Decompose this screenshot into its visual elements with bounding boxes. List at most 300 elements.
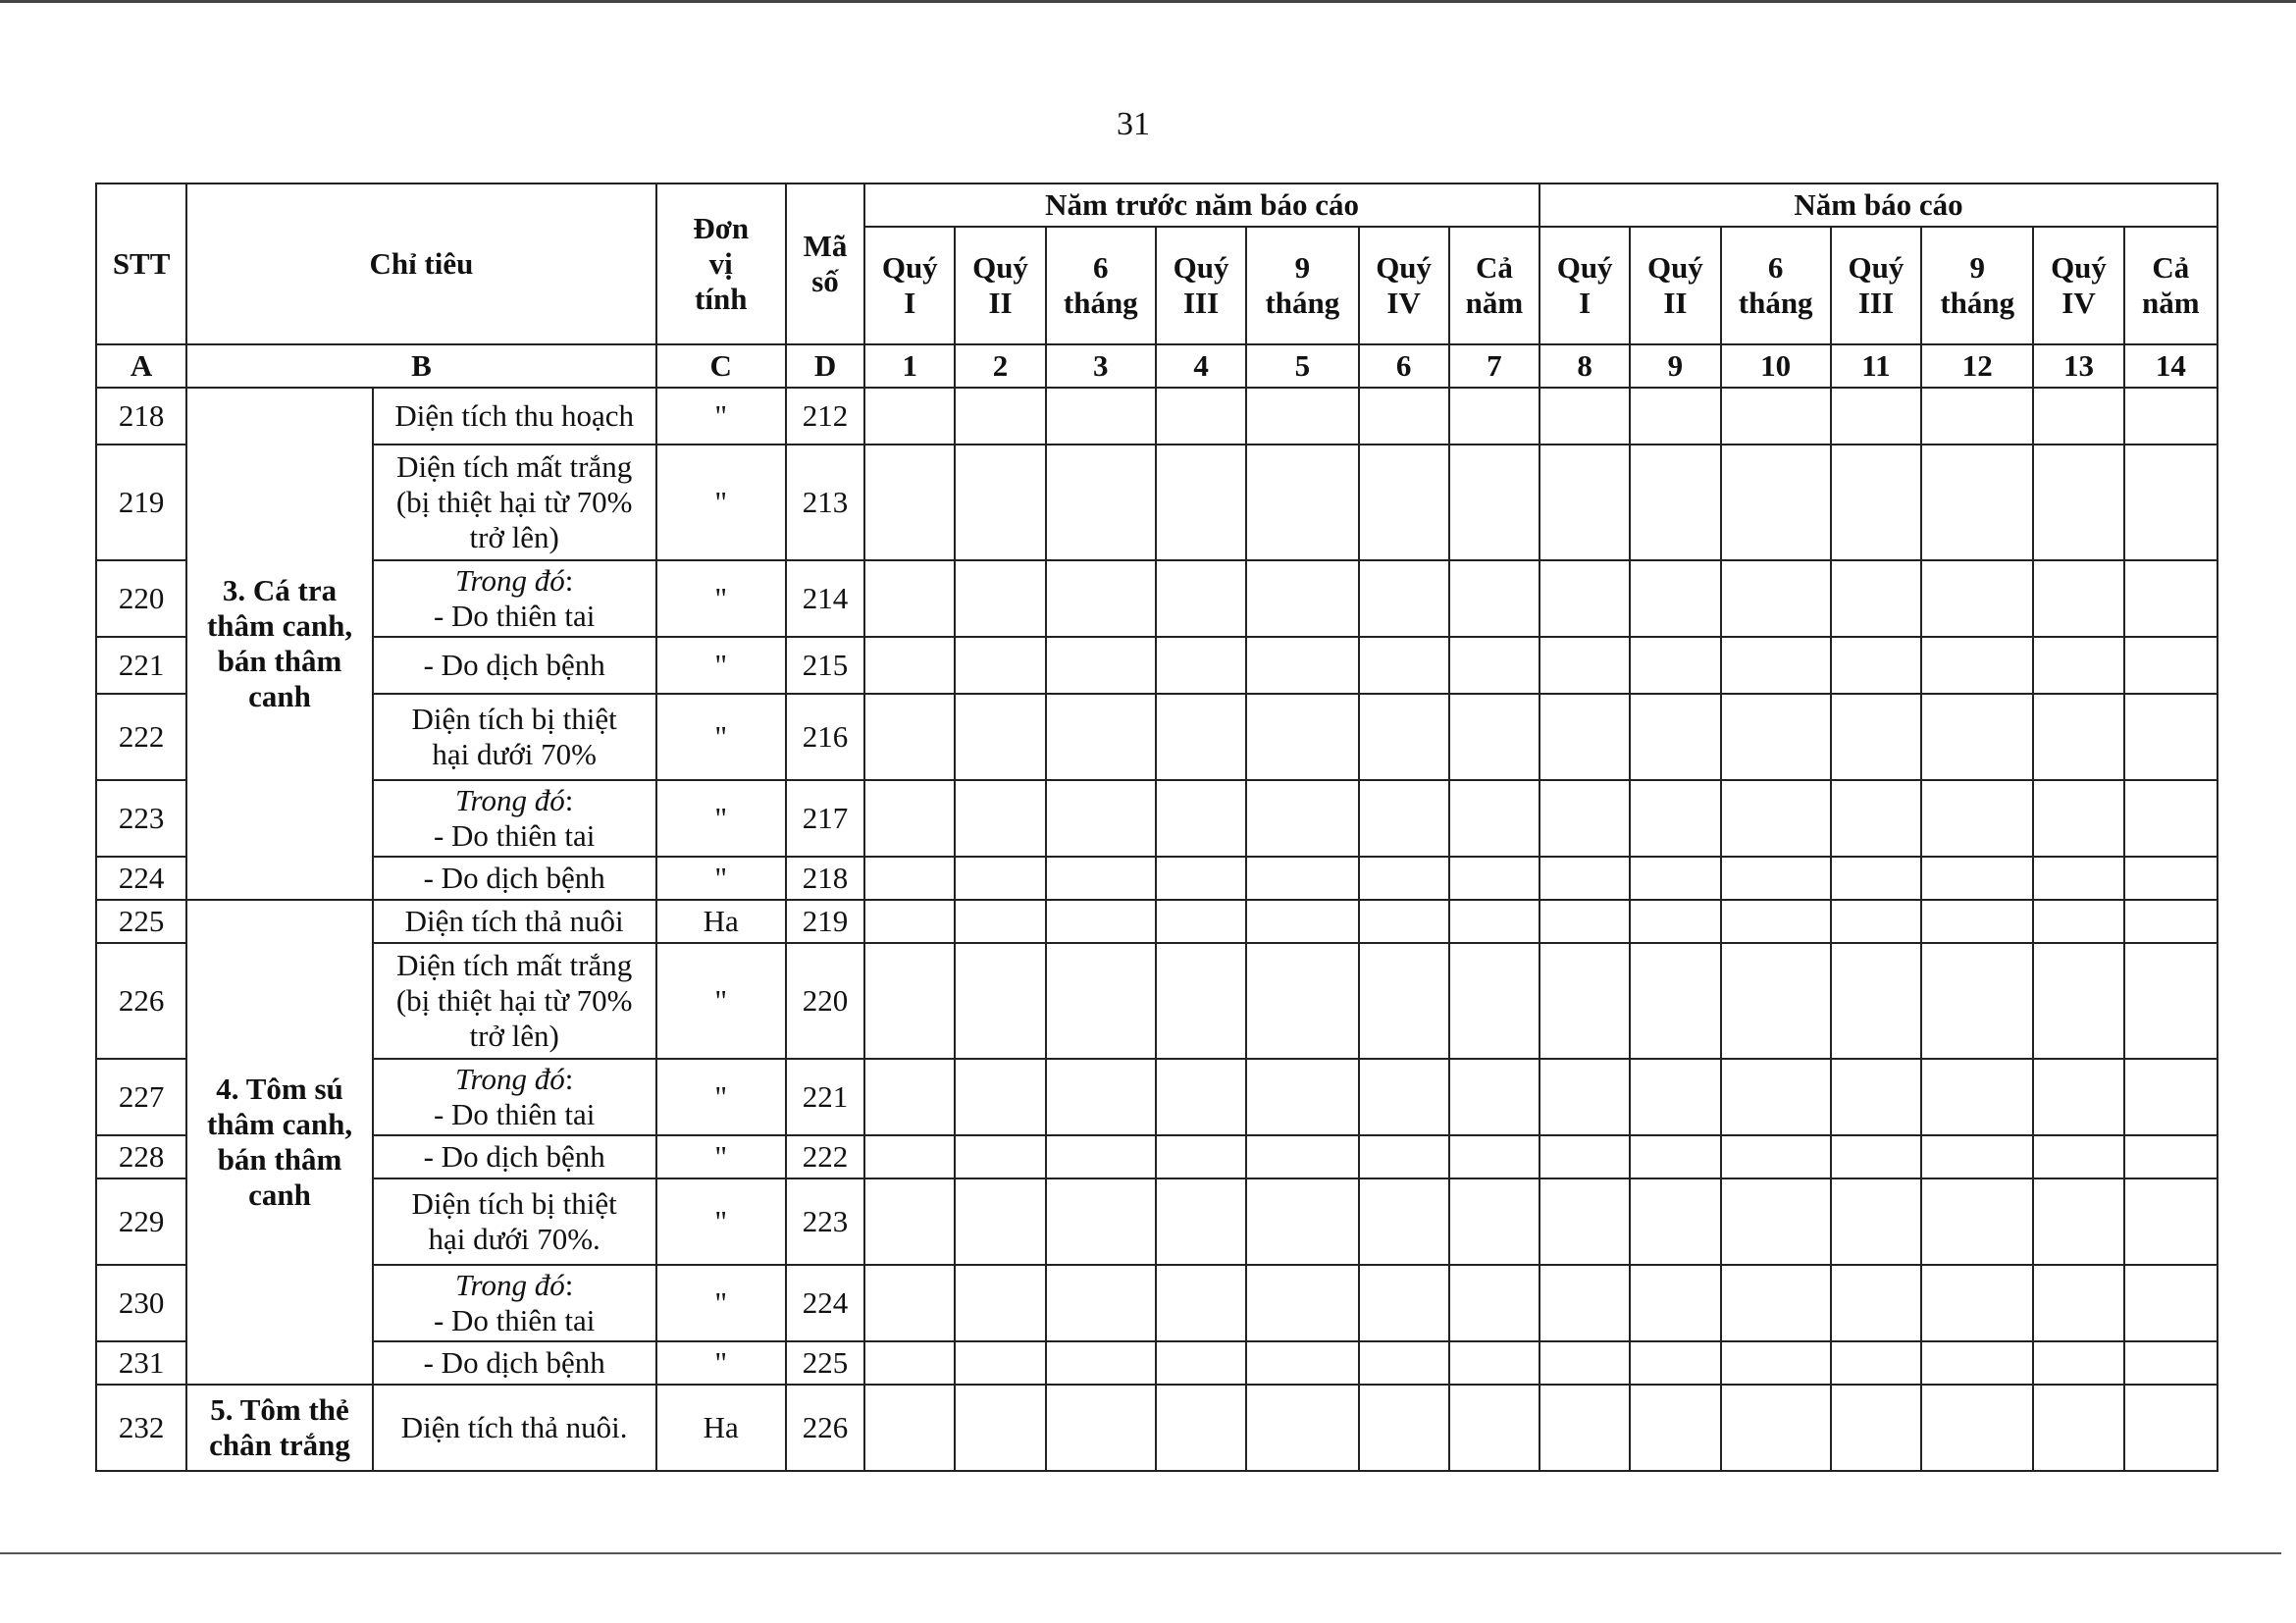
code-cell: 219 <box>786 900 864 943</box>
value-cell[interactable] <box>864 900 955 943</box>
table-row <box>96 1135 2218 1178</box>
value-cell[interactable] <box>2124 1341 2218 1385</box>
value-cell[interactable] <box>2033 780 2123 857</box>
value-cell[interactable] <box>1539 1385 1630 1471</box>
value-cell[interactable] <box>955 1385 1045 1471</box>
value-cell[interactable] <box>1246 943 1358 1059</box>
value-cell[interactable] <box>955 857 1045 900</box>
value-cell[interactable] <box>1630 857 1720 900</box>
indicator-cell: Trong đó: - Do thiên tai <box>373 1059 656 1135</box>
value-cell[interactable] <box>1246 857 1358 900</box>
unit-cell: " <box>656 694 786 780</box>
value-cell[interactable] <box>2033 637 2123 694</box>
value-cell[interactable] <box>1046 445 1156 560</box>
value-cell[interactable] <box>1046 1059 1156 1135</box>
value-cell[interactable] <box>1246 694 1358 780</box>
value-cell[interactable] <box>1831 1265 1921 1341</box>
indicator-cell: Diện tích bị thiệt hại dưới 70%. <box>373 1178 656 1265</box>
value-cell[interactable] <box>1156 637 1246 694</box>
code-cell: 212 <box>786 388 864 445</box>
header-stt: STT <box>96 183 186 344</box>
value-cell[interactable] <box>1721 1385 1831 1471</box>
indicator-cell: Diện tích thả nuôi <box>373 900 656 943</box>
index-cell: D <box>786 344 864 388</box>
value-cell[interactable] <box>1156 900 1246 943</box>
value-cell[interactable] <box>1539 1178 1630 1265</box>
value-cell[interactable] <box>1156 388 1246 445</box>
value-cell[interactable] <box>1246 780 1358 857</box>
table-row <box>96 637 2218 694</box>
value-cell[interactable] <box>955 637 1045 694</box>
value-cell[interactable] <box>1721 1265 1831 1341</box>
table-row <box>96 1178 2218 1265</box>
value-cell[interactable] <box>1046 1135 1156 1178</box>
unit-cell: " <box>656 857 786 900</box>
stt-cell: 220 <box>96 560 186 637</box>
header-period: Quý IV <box>1359 227 1449 344</box>
value-cell[interactable] <box>1359 780 1449 857</box>
indicator-cell: - Do dịch bệnh <box>373 1135 656 1178</box>
value-cell[interactable] <box>955 1265 1045 1341</box>
value-cell[interactable] <box>1156 1178 1246 1265</box>
value-cell[interactable] <box>1359 637 1449 694</box>
value-cell[interactable] <box>1046 560 1156 637</box>
value-cell[interactable] <box>1046 637 1156 694</box>
header-period: 9 tháng <box>1921 227 2033 344</box>
value-cell[interactable] <box>1246 1265 1358 1341</box>
value-cell[interactable] <box>1359 388 1449 445</box>
value-cell[interactable] <box>1046 388 1156 445</box>
value-cell[interactable] <box>864 388 955 445</box>
value-cell[interactable] <box>1539 445 1630 560</box>
value-cell[interactable] <box>1831 943 1921 1059</box>
value-cell[interactable] <box>1721 1341 1831 1385</box>
value-cell[interactable] <box>955 560 1045 637</box>
code-cell: 220 <box>786 943 864 1059</box>
value-cell[interactable] <box>1539 857 1630 900</box>
header-period: Quý IV <box>2033 227 2123 344</box>
indicator-cell: - Do dịch bệnh <box>373 637 656 694</box>
code-cell: 221 <box>786 1059 864 1135</box>
header-period: 6 tháng <box>1721 227 1831 344</box>
value-cell[interactable] <box>1246 900 1358 943</box>
value-cell[interactable] <box>1721 694 1831 780</box>
value-cell[interactable] <box>2033 388 2123 445</box>
value-cell[interactable] <box>1539 1341 1630 1385</box>
value-cell[interactable] <box>1921 1341 2033 1385</box>
value-cell[interactable] <box>2033 1341 2123 1385</box>
value-cell[interactable] <box>955 445 1045 560</box>
value-cell[interactable] <box>1046 900 1156 943</box>
value-cell[interactable] <box>864 637 955 694</box>
value-cell[interactable] <box>1359 1341 1449 1385</box>
index-cell: 6 <box>1359 344 1449 388</box>
value-cell[interactable] <box>1539 943 1630 1059</box>
value-cell[interactable] <box>1721 900 1831 943</box>
value-cell[interactable] <box>1630 780 1720 857</box>
value-cell[interactable] <box>955 1341 1045 1385</box>
value-cell[interactable] <box>864 780 955 857</box>
code-cell: 215 <box>786 637 864 694</box>
value-cell[interactable] <box>1831 1385 1921 1471</box>
value-cell[interactable] <box>1721 780 1831 857</box>
value-cell[interactable] <box>1449 1178 1539 1265</box>
value-cell[interactable] <box>1630 1265 1720 1341</box>
value-cell[interactable] <box>1630 637 1720 694</box>
value-cell[interactable] <box>2124 1135 2218 1178</box>
unit-cell: Ha <box>656 1385 786 1471</box>
value-cell[interactable] <box>1831 694 1921 780</box>
value-cell[interactable] <box>1359 694 1449 780</box>
value-cell[interactable] <box>1721 388 1831 445</box>
value-cell[interactable] <box>1449 560 1539 637</box>
header-period: 6 tháng <box>1046 227 1156 344</box>
code-cell: 222 <box>786 1135 864 1178</box>
value-cell[interactable] <box>1156 943 1246 1059</box>
value-cell[interactable] <box>2033 694 2123 780</box>
value-cell[interactable] <box>1449 1385 1539 1471</box>
value-cell[interactable] <box>1359 1385 1449 1471</box>
unit-cell: " <box>656 1265 786 1341</box>
value-cell[interactable] <box>1921 388 2033 445</box>
value-cell[interactable] <box>1156 1341 1246 1385</box>
value-cell[interactable] <box>1449 388 1539 445</box>
value-cell[interactable] <box>955 1135 1045 1178</box>
value-cell[interactable] <box>955 943 1045 1059</box>
value-cell[interactable] <box>1246 388 1358 445</box>
code-cell: 213 <box>786 445 864 560</box>
value-cell[interactable] <box>955 1059 1045 1135</box>
header-period: Quý I <box>1539 227 1630 344</box>
value-cell[interactable] <box>1921 637 2033 694</box>
stt-cell: 224 <box>96 857 186 900</box>
index-cell: 11 <box>1831 344 1921 388</box>
stt-cell: 227 <box>96 1059 186 1135</box>
value-cell[interactable] <box>1246 1178 1358 1265</box>
value-cell[interactable] <box>1359 445 1449 560</box>
value-cell[interactable] <box>1630 1178 1720 1265</box>
stt-cell: 222 <box>96 694 186 780</box>
value-cell[interactable] <box>2033 1135 2123 1178</box>
value-cell[interactable] <box>1630 1135 1720 1178</box>
value-cell[interactable] <box>1539 637 1630 694</box>
value-cell[interactable] <box>1921 1178 2033 1265</box>
value-cell[interactable] <box>1831 388 1921 445</box>
value-cell[interactable] <box>2033 560 2123 637</box>
value-cell[interactable] <box>2033 1385 2123 1471</box>
index-cell: 8 <box>1539 344 1630 388</box>
value-cell[interactable] <box>1831 560 1921 637</box>
value-cell[interactable] <box>1449 694 1539 780</box>
value-cell[interactable] <box>1046 1178 1156 1265</box>
header-period: Quý II <box>1630 227 1720 344</box>
value-cell[interactable] <box>1449 857 1539 900</box>
value-cell[interactable] <box>1156 1265 1246 1341</box>
value-cell[interactable] <box>1449 1135 1539 1178</box>
value-cell[interactable] <box>2124 857 2218 900</box>
value-cell[interactable] <box>1921 900 2033 943</box>
value-cell[interactable] <box>1156 694 1246 780</box>
value-cell[interactable] <box>2033 445 2123 560</box>
value-cell[interactable] <box>1359 900 1449 943</box>
value-cell[interactable] <box>1449 780 1539 857</box>
value-cell[interactable] <box>2033 1178 2123 1265</box>
index-cell: 1 <box>864 344 955 388</box>
value-cell[interactable] <box>1721 1059 1831 1135</box>
value-cell[interactable] <box>1721 445 1831 560</box>
stt-cell: 225 <box>96 900 186 943</box>
value-cell[interactable] <box>864 857 955 900</box>
value-cell[interactable] <box>2124 637 2218 694</box>
value-cell[interactable] <box>864 1341 955 1385</box>
value-cell[interactable] <box>1449 1059 1539 1135</box>
value-cell[interactable] <box>1921 943 2033 1059</box>
header-index-row <box>96 344 2218 388</box>
value-cell[interactable] <box>1156 1059 1246 1135</box>
indicator-cell: Diện tích thả nuôi. <box>373 1385 656 1471</box>
stt-cell: 230 <box>96 1265 186 1341</box>
indicator-cell: Diện tích mất trắng (bị thiệt hại từ 70% trở lên) <box>373 445 656 560</box>
header-chi-tieu: Chỉ tiêu <box>186 183 655 344</box>
value-cell[interactable] <box>1539 1265 1630 1341</box>
value-cell[interactable] <box>2124 1385 2218 1471</box>
value-cell[interactable] <box>1156 560 1246 637</box>
value-cell[interactable] <box>1246 1341 1358 1385</box>
value-cell[interactable] <box>2033 900 2123 943</box>
header-report-year: Năm báo cáo <box>1539 183 2218 227</box>
value-cell[interactable] <box>1246 1059 1358 1135</box>
value-cell[interactable] <box>1630 694 1720 780</box>
value-cell[interactable] <box>1831 1341 1921 1385</box>
value-cell[interactable] <box>1046 1385 1156 1471</box>
value-cell[interactable] <box>1359 1178 1449 1265</box>
value-cell[interactable] <box>1359 560 1449 637</box>
value-cell[interactable] <box>2124 1059 2218 1135</box>
value-cell[interactable] <box>1449 445 1539 560</box>
value-cell[interactable] <box>864 943 955 1059</box>
index-cell: 10 <box>1721 344 1831 388</box>
value-cell[interactable] <box>2124 560 2218 637</box>
value-cell[interactable] <box>955 1178 1045 1265</box>
value-cell[interactable] <box>1921 1059 2033 1135</box>
index-cell: 13 <box>2033 344 2123 388</box>
value-cell[interactable] <box>1046 943 1156 1059</box>
value-cell[interactable] <box>1156 1385 1246 1471</box>
unit-cell: Ha <box>656 900 786 943</box>
table-row <box>96 388 2218 445</box>
value-cell[interactable] <box>1246 1385 1358 1471</box>
code-cell: 225 <box>786 1341 864 1385</box>
value-cell[interactable] <box>1359 943 1449 1059</box>
value-cell[interactable] <box>1921 694 2033 780</box>
group-cell: 4. Tôm sú thâm canh, bán thâm canh <box>186 900 373 1385</box>
value-cell[interactable] <box>1046 694 1156 780</box>
value-cell[interactable] <box>1449 900 1539 943</box>
table-row <box>96 1265 2218 1341</box>
value-cell[interactable] <box>1046 780 1156 857</box>
table-body <box>96 388 2218 1471</box>
value-cell[interactable] <box>864 694 955 780</box>
value-cell[interactable] <box>1359 857 1449 900</box>
header-prev-year: Năm trước năm báo cáo <box>864 183 1539 227</box>
page-number: 31 <box>1117 106 1150 142</box>
value-cell[interactable] <box>1831 1135 1921 1178</box>
value-cell[interactable] <box>1831 1059 1921 1135</box>
value-cell[interactable] <box>1246 637 1358 694</box>
value-cell[interactable] <box>2124 445 2218 560</box>
value-cell[interactable] <box>1046 1341 1156 1385</box>
value-cell[interactable] <box>1721 637 1831 694</box>
unit-cell: " <box>656 560 786 637</box>
value-cell[interactable] <box>2124 388 2218 445</box>
report-table <box>95 183 2218 1472</box>
stt-cell: 219 <box>96 445 186 560</box>
value-cell[interactable] <box>1630 1385 1720 1471</box>
value-cell[interactable] <box>1359 1135 1449 1178</box>
table-row <box>96 560 2218 637</box>
table-row <box>96 694 2218 780</box>
table-header <box>96 183 2218 388</box>
value-cell[interactable] <box>1539 560 1630 637</box>
value-cell[interactable] <box>2124 1178 2218 1265</box>
indicator-cell: Diện tích bị thiệt hại dưới 70% <box>373 694 656 780</box>
index-cell: 2 <box>955 344 1045 388</box>
value-cell[interactable] <box>1831 900 1921 943</box>
value-cell[interactable] <box>1630 1059 1720 1135</box>
value-cell[interactable] <box>864 445 955 560</box>
code-cell: 224 <box>786 1265 864 1341</box>
value-cell[interactable] <box>1721 943 1831 1059</box>
group-cell: 3. Cá tra thâm canh, bán thâm canh <box>186 388 373 900</box>
value-cell[interactable] <box>1921 857 2033 900</box>
stt-cell: 229 <box>96 1178 186 1265</box>
value-cell[interactable] <box>1921 1265 2033 1341</box>
unit-cell: " <box>656 780 786 857</box>
value-cell[interactable] <box>1156 780 1246 857</box>
value-cell[interactable] <box>2033 943 2123 1059</box>
value-cell[interactable] <box>1246 560 1358 637</box>
value-cell[interactable] <box>1831 445 1921 560</box>
unit-cell: " <box>656 1341 786 1385</box>
value-cell[interactable] <box>1156 1135 1246 1178</box>
value-cell[interactable] <box>1831 857 1921 900</box>
value-cell[interactable] <box>955 780 1045 857</box>
value-cell[interactable] <box>1630 900 1720 943</box>
value-cell[interactable] <box>1921 445 2033 560</box>
value-cell[interactable] <box>1721 857 1831 900</box>
value-cell[interactable] <box>2124 900 2218 943</box>
value-cell[interactable] <box>864 1265 955 1341</box>
unit-cell: " <box>656 1178 786 1265</box>
value-cell[interactable] <box>955 900 1045 943</box>
value-cell[interactable] <box>1359 1059 1449 1135</box>
value-cell[interactable] <box>1539 900 1630 943</box>
table-row <box>96 900 2218 943</box>
value-cell[interactable] <box>1831 1178 1921 1265</box>
value-cell[interactable] <box>1539 780 1630 857</box>
value-cell[interactable] <box>2124 1265 2218 1341</box>
value-cell[interactable] <box>2033 1059 2123 1135</box>
indicator-cell: Trong đó: - Do thiên tai <box>373 1265 656 1341</box>
stt-cell: 226 <box>96 943 186 1059</box>
value-cell[interactable] <box>1721 560 1831 637</box>
value-cell[interactable] <box>1721 1135 1831 1178</box>
table-row <box>96 943 2218 1059</box>
stt-cell: 228 <box>96 1135 186 1178</box>
value-cell[interactable] <box>1721 1178 1831 1265</box>
value-cell[interactable] <box>1539 694 1630 780</box>
unit-cell: " <box>656 1135 786 1178</box>
value-cell[interactable] <box>955 388 1045 445</box>
value-cell[interactable] <box>2124 943 2218 1059</box>
value-cell[interactable] <box>1921 780 2033 857</box>
value-cell[interactable] <box>1539 1135 1630 1178</box>
code-cell: 218 <box>786 857 864 900</box>
value-cell[interactable] <box>1921 1385 2033 1471</box>
value-cell[interactable] <box>1630 560 1720 637</box>
table-row <box>96 1059 2218 1135</box>
stt-cell: 218 <box>96 388 186 445</box>
value-cell[interactable] <box>1921 1135 2033 1178</box>
value-cell[interactable] <box>1921 560 2033 637</box>
value-cell[interactable] <box>1831 780 1921 857</box>
unit-cell: " <box>656 388 786 445</box>
stt-cell: 231 <box>96 1341 186 1385</box>
value-cell[interactable] <box>1630 388 1720 445</box>
value-cell[interactable] <box>1449 1341 1539 1385</box>
value-cell[interactable] <box>1046 1265 1156 1341</box>
value-cell[interactable] <box>1449 1265 1539 1341</box>
value-cell[interactable] <box>1539 388 1630 445</box>
code-cell: 223 <box>786 1178 864 1265</box>
value-cell[interactable] <box>1831 637 1921 694</box>
header-period: Quý II <box>955 227 1045 344</box>
value-cell[interactable] <box>1359 1265 1449 1341</box>
value-cell[interactable] <box>864 1135 955 1178</box>
value-cell[interactable] <box>2124 780 2218 857</box>
header-period: Quý III <box>1831 227 1921 344</box>
code-cell: 226 <box>786 1385 864 1471</box>
value-cell[interactable] <box>955 694 1045 780</box>
value-cell[interactable] <box>2033 857 2123 900</box>
value-cell[interactable] <box>1630 943 1720 1059</box>
value-cell[interactable] <box>1046 857 1156 900</box>
value-cell[interactable] <box>864 560 955 637</box>
value-cell[interactable] <box>1246 1135 1358 1178</box>
value-cell[interactable] <box>1449 637 1539 694</box>
value-cell[interactable] <box>1156 445 1246 560</box>
indicator-cell: Trong đó: - Do thiên tai <box>373 560 656 637</box>
value-cell[interactable] <box>1539 1059 1630 1135</box>
indicator-cell: Trong đó: - Do thiên tai <box>373 780 656 857</box>
value-cell[interactable] <box>1449 943 1539 1059</box>
index-cell: 4 <box>1156 344 1246 388</box>
indicator-cell: - Do dịch bệnh <box>373 1341 656 1385</box>
value-cell[interactable] <box>1246 445 1358 560</box>
value-cell[interactable] <box>1630 445 1720 560</box>
value-cell[interactable] <box>1630 1341 1720 1385</box>
value-cell[interactable] <box>864 1059 955 1135</box>
index-cell: 5 <box>1246 344 1358 388</box>
value-cell[interactable] <box>2033 1265 2123 1341</box>
value-cell[interactable] <box>864 1178 955 1265</box>
value-cell[interactable] <box>864 1385 955 1471</box>
value-cell[interactable] <box>2124 694 2218 780</box>
table-row <box>96 857 2218 900</box>
value-cell[interactable] <box>1156 857 1246 900</box>
code-cell: 217 <box>786 780 864 857</box>
index-cell: A <box>96 344 186 388</box>
